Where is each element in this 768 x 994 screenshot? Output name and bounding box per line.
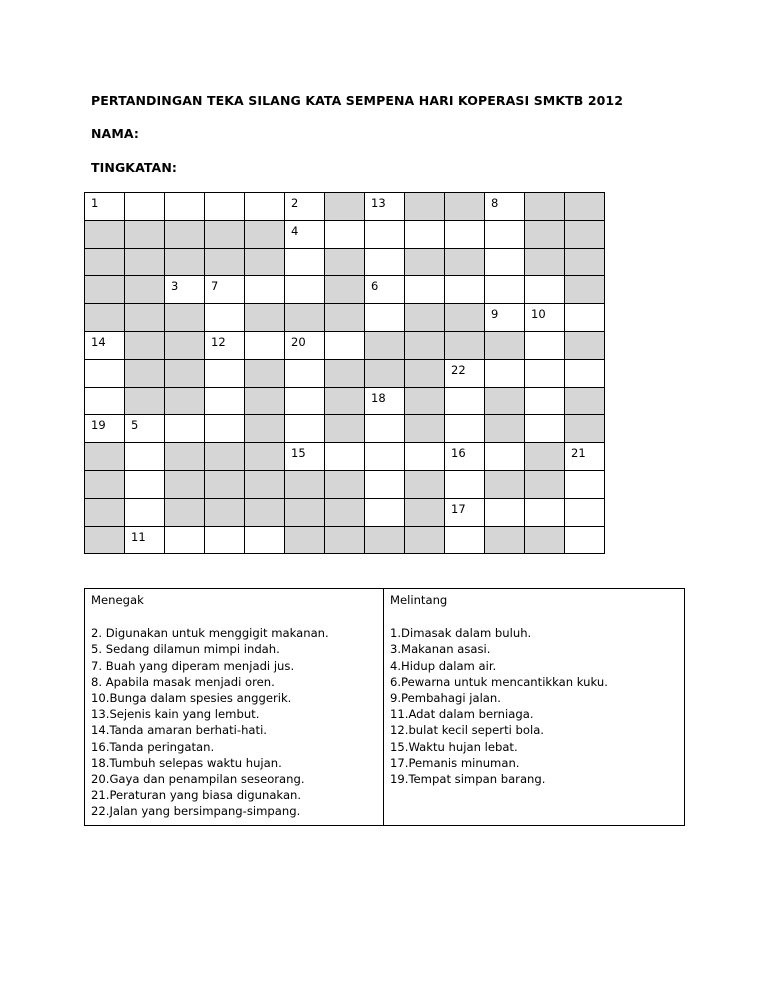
crossword-cell-blocked — [405, 193, 445, 221]
crossword-cell-blocked — [565, 193, 605, 221]
crossword-cell-blocked — [405, 332, 445, 360]
crossword-cell[interactable] — [445, 499, 485, 527]
crossword-cell-blocked — [245, 499, 285, 527]
crossword-cell[interactable] — [285, 443, 325, 471]
crossword-cell-blocked — [165, 443, 205, 471]
crossword-cell[interactable] — [205, 304, 245, 332]
crossword-cell-blocked — [445, 304, 485, 332]
crossword-cell-blocked — [485, 415, 525, 443]
crossword-cell-blocked — [245, 415, 285, 443]
clue-down-item: 22.Jalan yang bersimpang-simpang. — [91, 804, 301, 819]
clue-number: 22 — [451, 362, 466, 377]
crossword-cell[interactable] — [445, 527, 485, 555]
crossword-cell[interactable] — [285, 221, 325, 249]
clue-number: 13 — [371, 196, 386, 210]
clue-number: 4 — [291, 223, 299, 238]
clue-number: 5 — [131, 418, 139, 433]
crossword-cell[interactable] — [245, 332, 285, 360]
crossword-cell[interactable] — [485, 360, 525, 388]
crossword-cell[interactable] — [205, 527, 245, 555]
crossword-cell-blocked — [405, 304, 445, 332]
crossword-cell-blocked — [85, 527, 125, 555]
crossword-cell-blocked — [325, 471, 365, 499]
crossword-cell-blocked — [125, 249, 165, 277]
crossword-cell-blocked — [365, 360, 405, 388]
crossword-cell-blocked — [325, 388, 365, 416]
crossword-cell[interactable] — [445, 471, 485, 499]
crossword-cell-blocked — [445, 193, 485, 221]
clue-down-item: 18.Tumbuh selepas waktu hujan. — [91, 755, 282, 770]
crossword-cell-blocked — [85, 471, 125, 499]
crossword-cell-blocked — [525, 221, 565, 249]
crossword-cell[interactable] — [365, 415, 405, 443]
crossword-cell-blocked — [125, 332, 165, 360]
clue-down-item: 10.Bunga dalam spesies anggerik. — [91, 691, 292, 706]
crossword-cell-blocked — [125, 276, 165, 304]
clue-down-item: 21.Peraturan yang biasa digunakan. — [91, 788, 302, 803]
clue-number: 3 — [171, 279, 179, 294]
clue-across-item: 3.Makanan asasi. — [390, 642, 491, 657]
crossword-cell-blocked — [245, 388, 285, 416]
crossword-cell[interactable] — [85, 360, 125, 388]
clue-across-item: 15.Waktu hujan lebat. — [390, 739, 518, 754]
clues-down-column — [85, 589, 384, 825]
crossword-cell[interactable] — [445, 415, 485, 443]
crossword-cell-blocked — [325, 304, 365, 332]
crossword-cell-blocked — [245, 249, 285, 277]
crossword-cell-blocked — [405, 249, 445, 277]
crossword-cell-blocked — [125, 221, 165, 249]
crossword-cell-blocked — [205, 249, 245, 277]
crossword-cell[interactable] — [125, 415, 165, 443]
crossword-cell[interactable] — [365, 443, 405, 471]
crossword-cell[interactable] — [365, 388, 405, 416]
clue-across-item: 6.Pewarna untuk mencantikkan kuku. — [390, 674, 608, 689]
crossword-cell[interactable] — [485, 499, 525, 527]
crossword-cell-blocked — [85, 499, 125, 527]
crossword-cell-blocked — [245, 221, 285, 249]
crossword-cell-blocked — [165, 388, 205, 416]
crossword-cell[interactable] — [285, 249, 325, 277]
crossword-cell[interactable] — [485, 276, 525, 304]
crossword-cell[interactable] — [365, 471, 405, 499]
crossword-cell[interactable] — [365, 304, 405, 332]
crossword-cell-blocked — [125, 304, 165, 332]
crossword-cell[interactable] — [285, 388, 325, 416]
crossword-cell-blocked — [485, 388, 525, 416]
crossword-cell-blocked — [325, 193, 365, 221]
crossword-cell[interactable] — [485, 193, 525, 221]
crossword-cell-blocked — [285, 527, 325, 555]
crossword-cell[interactable] — [245, 527, 285, 555]
crossword-cell[interactable] — [205, 360, 245, 388]
clue-number: 2 — [291, 196, 299, 210]
crossword-cell-blocked — [245, 360, 285, 388]
crossword-cell[interactable] — [525, 499, 565, 527]
crossword-cell[interactable] — [405, 443, 445, 471]
crossword-cell[interactable] — [365, 221, 405, 249]
crossword-cell-blocked — [205, 471, 245, 499]
crossword-cell[interactable] — [365, 193, 405, 221]
crossword-cell[interactable] — [325, 221, 365, 249]
crossword-cell[interactable] — [165, 415, 205, 443]
crossword-cell-blocked — [445, 332, 485, 360]
crossword-cell[interactable] — [445, 276, 485, 304]
clue-number: 1 — [91, 196, 99, 210]
crossword-cell-blocked — [405, 499, 445, 527]
crossword-cell-blocked — [525, 193, 565, 221]
clue-number: 17 — [451, 501, 466, 516]
crossword-cell[interactable] — [85, 415, 125, 443]
clues-across-column — [384, 589, 684, 825]
crossword-cell-blocked — [165, 332, 205, 360]
crossword-cell-blocked — [285, 304, 325, 332]
crossword-cell[interactable] — [205, 276, 245, 304]
clue-number: 10 — [531, 307, 546, 322]
crossword-cell[interactable] — [325, 332, 365, 360]
crossword-cell-blocked — [205, 221, 245, 249]
clue-down-item: 7. Buah yang diperam menjadi jus. — [91, 658, 295, 673]
clue-number: 6 — [371, 279, 379, 294]
crossword-cell[interactable] — [85, 193, 125, 221]
clue-number: 14 — [91, 334, 106, 349]
crossword-cell-blocked — [205, 443, 245, 471]
clue-down-item: 5. Sedang dilamun mimpi indah. — [91, 642, 280, 657]
clue-number: 19 — [91, 418, 106, 433]
crossword-cell-blocked — [325, 499, 365, 527]
clue-number: 9 — [491, 307, 499, 322]
crossword-cell-blocked — [485, 332, 525, 360]
crossword-cell[interactable] — [565, 471, 605, 499]
clue-across-item: 1.Dimasak dalam buluh. — [390, 626, 532, 641]
crossword-cell[interactable] — [205, 415, 245, 443]
crossword-cell[interactable] — [125, 499, 165, 527]
crossword-cell-blocked — [325, 415, 365, 443]
crossword-cell-blocked — [245, 304, 285, 332]
crossword-cell[interactable] — [85, 388, 125, 416]
clue-number: 15 — [291, 446, 306, 461]
crossword-cell[interactable] — [365, 499, 405, 527]
clue-across-item: 12.bulat kecil seperti bola. — [390, 723, 544, 738]
crossword-cell[interactable] — [325, 443, 365, 471]
crossword-cell-blocked — [405, 360, 445, 388]
crossword-cell-blocked — [445, 249, 485, 277]
crossword-cell[interactable] — [445, 221, 485, 249]
clue-down-item: 2. Digunakan untuk menggigit makanan. — [91, 626, 329, 641]
crossword-cell[interactable] — [405, 276, 445, 304]
clues-down-heading: Menegak — [91, 593, 144, 607]
crossword-cell[interactable] — [525, 388, 565, 416]
crossword-cell[interactable] — [125, 471, 165, 499]
crossword-cell[interactable] — [445, 443, 485, 471]
clue-down-item: 8. Apabila masak menjadi oren. — [91, 674, 275, 689]
crossword-cell-blocked — [525, 527, 565, 555]
crossword-cell-blocked — [85, 221, 125, 249]
crossword-cell-blocked — [325, 360, 365, 388]
crossword-cell[interactable] — [365, 276, 405, 304]
level-label: TINGKATAN: — [91, 160, 177, 175]
crossword-cell-blocked — [165, 221, 205, 249]
clue-number: 11 — [131, 529, 146, 544]
clue-across-item: 19.Tempat simpan barang. — [390, 772, 546, 787]
crossword-cell[interactable] — [445, 388, 485, 416]
crossword-cell[interactable] — [485, 221, 525, 249]
crossword-cell-blocked — [165, 499, 205, 527]
crossword-cell[interactable] — [285, 360, 325, 388]
crossword-cell[interactable] — [565, 304, 605, 332]
crossword-cell-blocked — [525, 443, 565, 471]
crossword-cell[interactable] — [565, 443, 605, 471]
crossword-cell-blocked — [285, 471, 325, 499]
crossword-cell[interactable] — [405, 221, 445, 249]
crossword-cell[interactable] — [285, 415, 325, 443]
crossword-cell[interactable] — [485, 443, 525, 471]
crossword-cell-blocked — [125, 360, 165, 388]
crossword-cell[interactable] — [125, 527, 165, 555]
crossword-cell-blocked — [165, 471, 205, 499]
crossword-cell[interactable] — [525, 360, 565, 388]
clues-down-list — [91, 625, 377, 819]
crossword-cell-blocked — [85, 249, 125, 277]
clues-table — [84, 588, 685, 826]
crossword-cell[interactable] — [285, 193, 325, 221]
crossword-cell-blocked — [565, 415, 605, 443]
crossword-cell[interactable] — [205, 332, 245, 360]
crossword-cell-blocked — [325, 249, 365, 277]
crossword-cell-blocked — [405, 388, 445, 416]
clues-across-heading: Melintang — [390, 593, 448, 607]
crossword-cell[interactable] — [165, 276, 205, 304]
crossword-cell[interactable] — [245, 193, 285, 221]
crossword-cell[interactable] — [485, 249, 525, 277]
clue-across-item: 11.Adat dalam berniaga. — [390, 707, 534, 722]
clue-down-item: 20.Gaya dan penampilan seseorang. — [91, 772, 305, 787]
crossword-cell-blocked — [405, 527, 445, 555]
clue-down-item: 14.Tanda amaran berhati-hati. — [91, 723, 267, 738]
page-title: PERTANDINGAN TEKA SILANG KATA SEMPENA HARI KOPERASI SMKTB 2012 — [91, 93, 624, 108]
crossword-cell[interactable] — [525, 304, 565, 332]
crossword-cell-blocked — [485, 527, 525, 555]
crossword-cell[interactable] — [525, 332, 565, 360]
crossword-cell[interactable] — [245, 276, 285, 304]
crossword-cell[interactable] — [285, 332, 325, 360]
crossword-cell-blocked — [85, 276, 125, 304]
crossword-cell-blocked — [285, 499, 325, 527]
crossword-cell-blocked — [245, 471, 285, 499]
crossword-cell-blocked — [565, 388, 605, 416]
clue-number: 18 — [371, 390, 386, 405]
clue-number: 12 — [211, 334, 226, 349]
crossword-cell[interactable] — [165, 193, 205, 221]
crossword-cell[interactable] — [565, 527, 605, 555]
crossword-cell-blocked — [565, 332, 605, 360]
crossword-cell[interactable] — [565, 499, 605, 527]
crossword-cell[interactable] — [165, 527, 205, 555]
crossword-cell[interactable] — [485, 304, 525, 332]
crossword-cell-blocked — [85, 304, 125, 332]
crossword-cell[interactable] — [205, 388, 245, 416]
crossword-cell-blocked — [165, 249, 205, 277]
crossword-cell[interactable] — [445, 360, 485, 388]
crossword-cell-blocked — [85, 443, 125, 471]
clue-number: 21 — [571, 446, 586, 461]
clue-number: 16 — [451, 446, 466, 461]
clue-number: 20 — [291, 334, 306, 349]
crossword-cell-blocked — [525, 471, 565, 499]
crossword-cell-blocked — [125, 388, 165, 416]
crossword-cell-blocked — [165, 360, 205, 388]
crossword-cell-blocked — [405, 471, 445, 499]
crossword-cell[interactable] — [525, 276, 565, 304]
clue-across-item: 4.Hidup dalam air. — [390, 658, 497, 673]
crossword-cell-blocked — [165, 304, 205, 332]
crossword-cell-blocked — [565, 276, 605, 304]
clue-number: 7 — [211, 279, 219, 294]
crossword-cell[interactable] — [125, 443, 165, 471]
crossword-cell[interactable] — [285, 276, 325, 304]
name-label: NAMA: — [91, 126, 139, 141]
clue-down-item: 16.Tanda peringatan. — [91, 739, 215, 754]
crossword-cell[interactable] — [205, 193, 245, 221]
crossword-cell-blocked — [565, 249, 605, 277]
crossword-cell-blocked — [365, 332, 405, 360]
crossword-cell[interactable] — [125, 193, 165, 221]
crossword-cell[interactable] — [525, 415, 565, 443]
clue-across-item: 17.Pemanis minuman. — [390, 755, 520, 770]
crossword-cell-blocked — [565, 221, 605, 249]
crossword-cell-blocked — [485, 471, 525, 499]
crossword-cell-blocked — [405, 415, 445, 443]
clue-across-item: 9.Pembahagi jalan. — [390, 691, 501, 706]
crossword-cell-blocked — [245, 443, 285, 471]
crossword-cell[interactable] — [85, 332, 125, 360]
clue-down-item: 13.Sejenis kain yang lembut. — [91, 707, 260, 722]
crossword-grid — [84, 192, 605, 554]
crossword-cell-blocked — [325, 527, 365, 555]
crossword-cell-blocked — [325, 276, 365, 304]
crossword-cell-blocked — [205, 499, 245, 527]
crossword-cell[interactable] — [565, 360, 605, 388]
crossword-cell-blocked — [525, 249, 565, 277]
crossword-cell-blocked — [365, 527, 405, 555]
crossword-cell[interactable] — [365, 249, 405, 277]
clues-across-list — [390, 625, 678, 787]
clue-number: 8 — [491, 196, 499, 210]
